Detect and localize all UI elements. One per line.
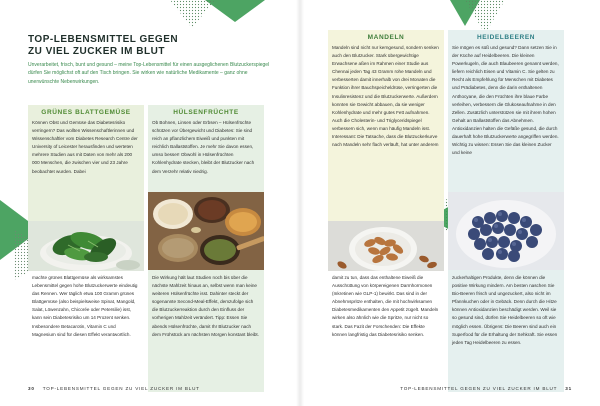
section-mandeln	[328, 30, 444, 221]
page-headline	[28, 34, 283, 58]
section-heading-huelsenfruechte: HÜLSENFRÜCHTE	[173, 109, 239, 116]
section-text-heidelbeeren-bottom: zuckerhaltigen Produkte, denn die können die positive Wirkung mindern. Am besten naschen Sie Bio-Beeren frisch und ungezuckert, also nicht im Pfannkuchen oder in Gebäck. Denn durch die Hitze können Antioxidanzien beschädigt werden. Weil sie so gesund sind, dürfen Sie Heidelbeeren so oft wie möglich essen. Übrigens: Die Beeren sind auch ein Superfood für die Erhaltung der Sehkraft. Sie essen jeden Tag Heidelbeeren zu essen.	[452, 275, 558, 345]
headline-line-2: ZU VIEL ZUCKER IM BLUT	[28, 46, 165, 57]
photo-blueberries	[448, 192, 564, 270]
footer-title-left: TOP-LEBENSMITTEL GEGEN ZU VIEL ZUCKER IM BLUT	[42, 386, 200, 391]
section-text-blattgemuese-bottom: machte grünes Blattgemüse als wirksamstes Lebensmittel gegen hohe Blutzuckerwerte eindeutig das Rennen. Wer täglich etwa 100 Gramm grünes Blattgemüse (also beispielsweise Spinat, Mangold, Salat, Löwenzahn, Chicorée oder Petersilie) isst, kann sein Diabetesrisiko um 14 Prozent senken. Insbesondere Betacarotin, Vitamin C und Magnesium sind für diesen Effekt verantwortlich.	[32, 275, 138, 337]
section-heading-mandeln: MANDELN	[367, 34, 405, 41]
headline-line-1: TOP-LEBENSMITTEL GEGEN	[28, 34, 179, 45]
intro-text: Unverarbeitet, frisch, bunt und gesund – meine Top-Lebensmittel für einen ausgeglichenen Blutzuckerspiegel dürfen Sie möglichst oft auf den Tisch bringen. Sie wirken wie natürliche Medikamente – ganz ohne unerwünschte Nebenwirkungen.	[28, 62, 270, 85]
page-number-right: 31	[565, 386, 572, 391]
section-text-blattgemuese-top: Können Obst und Gemüse das Diabetesrisiko verringern? Das wollten Wissenschaftlerinnen und Wissenschaftler vom Diabetes Research Centre der University of Leicester herausfinden und werteten mehrere Studien aus mit Daten von mehr als 200 000 Menschen, die zwischen vier und 23 Jahre beobachtet wurden. Dabei	[32, 120, 138, 174]
footer-title-right: TOP-LEBENSMITTEL GEGEN ZU VIEL ZUCKER IM BLUT	[400, 386, 558, 391]
decorative-triangle-dotted-right-top	[465, 0, 505, 34]
photo-spinach	[28, 221, 144, 271]
section-text-heidelbeeren-top: Sie mögen es süß und gesund? Dann setzen Sie in der Küche auf Heidelbeeren. Die kleinen Powerkugeln, die auch Blaubeeren genannt werden, liefern reichlich Eisen und Vitamin C. Sie gelten zu Recht als Empfehlung für Menschen mit Diabetes und Prädiabetes, denn die darin enthaltenen Anthocyane, die den Früchten ihre blaue Farbe verleihen, verbessern die Glukoseaufnahme in den Zellen. Zusätzlich unterstützen sie mit ihrem hohen Gehalt an Ballaststoffen das Abnehmen. Antioxidanzien halten die Gefäße gesund, die durch dauerhaft hohe Blutzuckerwerte angegriffen werden. Wichtig zu wissen: Essen Sie das kleinen Zucker und keine	[452, 45, 559, 156]
photo-legumes	[148, 192, 264, 270]
footer-right	[400, 386, 572, 391]
section-heading-heidelbeeren: HEIDELBEEREN	[476, 34, 536, 41]
decorative-triangle-dotted-top	[170, 0, 215, 28]
section-text-mandeln-top: Mandeln sind nicht nur kerngesund, sondern senken auch den Blutzucker. Stark übergewichtige Erwachsene aßen im Rahmen einer Studie aus Chennai jeden Tag 43 Gramm rohe Mandeln und verbesserten damit innerhalb von drei Monaten die Funktion ihrer Bauchspeicheldrüse, verringerten die Insulinresistenz und die Blutzuckerwerte. Außerdem konnten sie Gewicht abbauen, da sie weniger Kohlenhydrate und mehr gutes Fett aufnahmen. Auch die Cholesterin- und Triglyceridspiegel verbessern sich, wenn man häufig Mandeln isst. Interessant: Die Tatsache, dass die Blutzuckerkurve nach Mandeln sehr flach verläuft, hat unter anderem	[332, 45, 439, 148]
footer-left	[28, 386, 200, 391]
section-text-mandeln-bottom: damit zu tun, dass das enthaltene Eiweiß die Ausschüttung von körpereigenen Darmhormonen (Inkretinen wie GLP-1) bewirkt. Das sind in der Abnehmspritze enthalten, die mit hochwirksamen Diabetesmedikamenten den Appetit zügelt. Mandeln wirken also ähnlich wie die Spritze, nur nicht so stark. Das Fazit der Forschenden: Die Effekte können langfristig das Diabetesrisiko senken.	[332, 275, 439, 337]
section-blattgemuese	[28, 105, 144, 221]
page-number-left: 30	[28, 386, 35, 391]
section-text-huelsenfruechte-top: Ob Bohnen, Linsen oder Erbsen – Hülsenfrüchte schützen vor Übergewicht und Diabetes: Sie sind reich an pflanzlichem Eiweiß und punkten mit reichlich Ballaststoffen. Je mehr Sie davon essen, umso besser! Obwohl in Hülsenfrüchten Kohlenhydrate stecken, bleibt der Blutzucker nach dem Verzehr relativ niedrig.	[152, 120, 255, 174]
section-text-huelsenfruechte-bottom: Die Wirkung hält laut Studien noch bis über die nächste Mahlzeit hinaus an, selbst wenn man keine weiteren Hülsenfrüchte isst. Dahinter steckt der sogenannte Second-Meal-Effekt, demzufolge sich die Blutzuckerreaktion durch den Einfluss der vorherigen Mahlzeit verändert. Tipp: Essen Sie abends Hülsenfrüchte, damit Ihr Blutzucker nach dem Frühstück am nächsten Morgen konstant bleibt.	[152, 275, 259, 337]
photo-almonds	[328, 221, 444, 271]
section-heading-blattgemuese: GRÜNES BLATTGEMÜSE	[41, 109, 131, 116]
right-page	[300, 0, 600, 406]
